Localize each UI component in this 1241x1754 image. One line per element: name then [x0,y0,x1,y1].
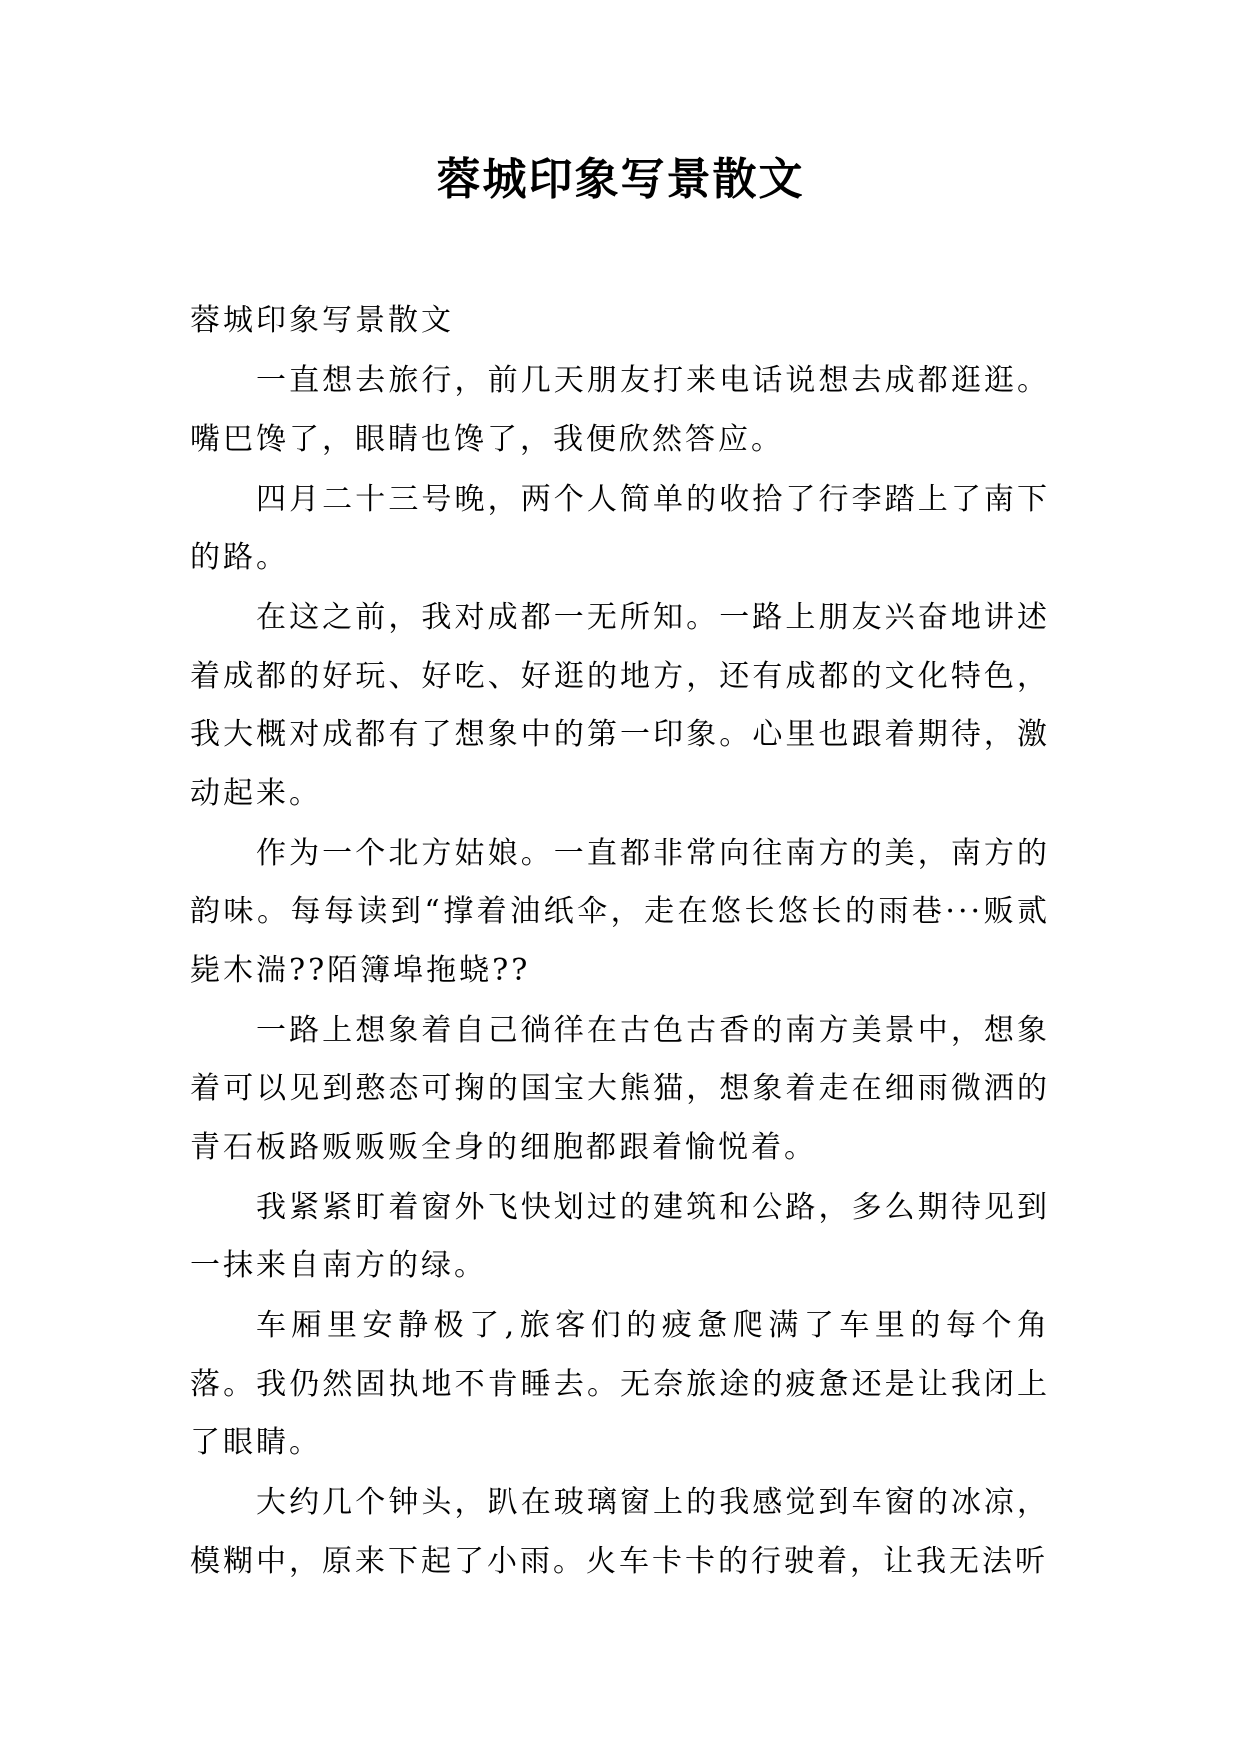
paragraph-1: 一直想去旅行，前几天朋友打来电话说想去成都逛逛。嘴巴馋了，眼睛也馋了，我便欣然答应。 [190,363,1050,457]
document-subtitle: 蓉城印象写景散文 [190,303,454,338]
paragraph-2: 四月二十三号晚，两个人简单的收拾了行李踏上了南下的路。 [190,481,1050,575]
paragraph-5: 一路上想象着自己徜徉在古色古香的南方美景中，想象着可以见到憨态可掬的国宝大熊猫，想象着走在细雨微洒的青石板路贩贩贩全身的细胞都跟着愉悦着。 [190,1012,1050,1165]
document-body [190,292,1050,1593]
paragraph-7: 车厢里安静极了,旅客们的疲惫爬满了车里的每个角落。我仍然固执地不肯睡去。无奈旅途的疲惫还是让我闭上了眼睛。 [190,1308,1050,1460]
paragraph-4: 作为一个北方姑娘。一直都非常向往南方的美，南方的韵味。每每读到“撑着油纸伞，走在悠长悠长的雨巷···贩贰毙木湍??陌簿埠拖蛲?? [190,835,1050,988]
paragraph-3: 在这之前，我对成都一无所知。一路上朋友兴奋地讲述着成都的好玩、好吃、好逛的地方，还有成都的文化特色，我大概对成都有了想象中的第一印象。心里也跟着期待，激动起来。 [190,600,1050,811]
paragraph-6: 我紧紧盯着窗外飞快划过的建筑和公路，多么期待见到一抹来自南方的绿。 [190,1189,1050,1283]
document-title: 蓉城印象写景散文 [436,154,805,205]
paragraph-8: 大约几个钟头，趴在玻璃窗上的我感觉到车窗的冰凉，模糊中，原来下起了小雨。火车卡卡的行驶着，让我无法听 [190,1485,1050,1579]
